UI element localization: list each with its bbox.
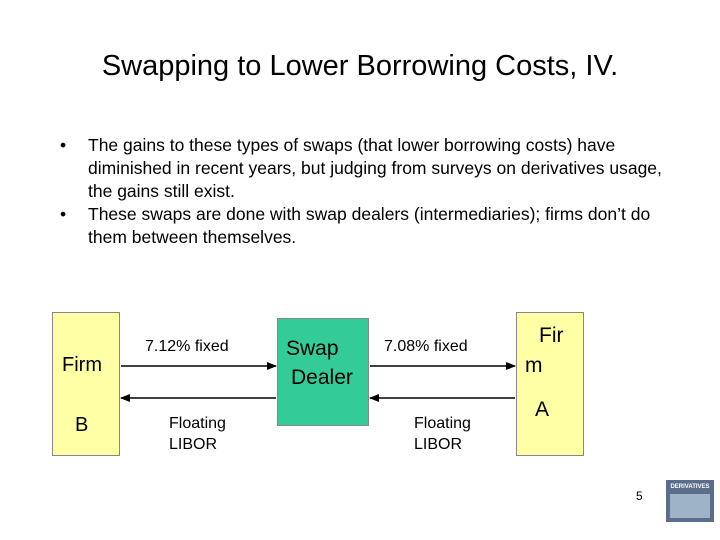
dealer-label-line1: Swap: [286, 337, 339, 360]
logo-text: DERIVATIVES: [670, 484, 710, 490]
bullet-marker: •: [60, 204, 67, 224]
right-floating-line1: Floating: [414, 415, 471, 432]
bullet-text: These swaps are done with swap dealers (intermediaries); firms don’t do them between themselves.: [88, 204, 651, 247]
page-number: 5: [636, 489, 643, 503]
firm-a-label-line3: A: [535, 398, 550, 421]
bullet-marker: •: [60, 135, 67, 155]
slide-title: Swapping to Lower Borrowing Costs, IV.: [101, 50, 619, 82]
right-floating-line2: LIBOR: [414, 436, 463, 453]
bullet-text: The gains to these types of swaps (that lower borrowing costs) have diminished in recent years, but judging from surveys on derivatives usage, the gains still exist.: [88, 135, 662, 201]
firm-b-label-line2: B: [75, 414, 89, 436]
book-logo: [666, 480, 714, 522]
left-fixed-rate: 7.12% fixed: [145, 338, 229, 355]
dealer-label-line2: Dealer: [291, 366, 353, 389]
right-fixed-rate: 7.08% fixed: [384, 338, 468, 355]
firm-a-label-line1: Fir: [539, 324, 564, 347]
left-floating-line1: Floating: [169, 415, 226, 432]
firm-b-label-line1: Firm: [62, 354, 102, 376]
logo-art: [670, 494, 710, 518]
firm-a-label-line2: m: [525, 354, 543, 377]
left-floating-line2: LIBOR: [169, 436, 218, 453]
